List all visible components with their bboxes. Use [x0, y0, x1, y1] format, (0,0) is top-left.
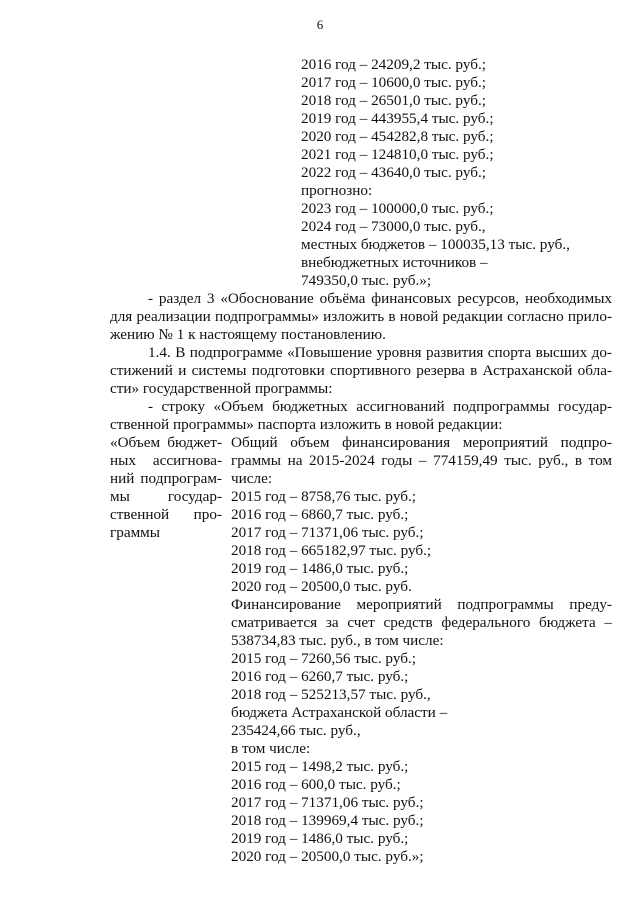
content-line: 2016 год – 600,0 тыс. руб.; [231, 776, 401, 793]
content-line: 2020 год – 20500,0 тыс. руб.»; [231, 848, 424, 865]
content-line: 2019 год – 1486,0 тыс. руб.; [231, 560, 409, 577]
content-line: граммы на 2015-2024 годы – 774159,49 тыс. руб., в том [231, 452, 612, 469]
paragraph-line: - строку «Объем бюджетных ассигнований подпрограммы государ- [148, 398, 612, 415]
content-line: Финансирование мероприятий подпрограммы преду- [231, 596, 612, 613]
content-line: 2017 год – 71371,06 тыс. руб.; [231, 794, 424, 811]
label-line: «Объем бюджет- [110, 434, 222, 451]
content-line: 2017 год – 71371,06 тыс. руб.; [231, 524, 424, 541]
paragraph-line: для реализации подпрограммы» изложить в новой редакции согласно прило- [110, 308, 612, 325]
text-line: 2020 год – 454282,8 тыс. руб.; [301, 128, 494, 145]
text-line: 2018 год – 26501,0 тыс. руб.; [301, 92, 486, 109]
content-line: 538734,83 тыс. руб., в том числе: [231, 632, 444, 649]
text-line: 2019 год – 443955,4 тыс. руб.; [301, 110, 494, 127]
content-line: Общий объем финансирования мероприятий подпро- [231, 434, 612, 451]
text-line: 2023 год – 100000,0 тыс. руб.; [301, 200, 494, 217]
paragraph-line: жению № 1 к настоящему постановлению. [110, 326, 386, 343]
content-line: 235424,66 тыс. руб., [231, 722, 361, 739]
content-line: бюджета Астраханской области – [231, 704, 448, 721]
label-line: ний подпрограм- [110, 470, 222, 487]
content-line: 2015 год – 1498,2 тыс. руб.; [231, 758, 409, 775]
paragraph-line: сти» государственной программы: [110, 380, 333, 397]
text-line: 2016 год – 24209,2 тыс. руб.; [301, 56, 486, 73]
content-line: сматривается за счет средств федерального бюджета – [231, 614, 612, 631]
content-line: числе: [231, 470, 273, 487]
paragraph-line: - раздел 3 «Обоснование объёма финансовых ресурсов, необходимых [148, 290, 612, 307]
text-line: прогнозно: [301, 182, 373, 199]
content-line: 2015 год – 8758,76 тыс. руб.; [231, 488, 416, 505]
content-line: 2016 год – 6260,7 тыс. руб.; [231, 668, 409, 685]
content-line: 2018 год – 525213,57 тыс. руб., [231, 686, 431, 703]
label-line: мы государ- [110, 488, 222, 505]
text-line: внебюджетных источников – [301, 254, 488, 271]
page-number: 6 [316, 17, 324, 32]
content-line: 2015 год – 7260,56 тыс. руб.; [231, 650, 416, 667]
label-line: ных ассигнова- [110, 452, 222, 469]
content-line: 2020 год – 20500,0 тыс. руб. [231, 578, 412, 595]
paragraph-line: 1.4. В подпрограмме «Повышение уровня развития спорта высших до- [148, 344, 612, 361]
content-line: 2018 год – 665182,97 тыс. руб.; [231, 542, 432, 559]
text-line: местных бюджетов – 100035,13 тыс. руб., [301, 236, 570, 253]
content-line: в том числе: [231, 740, 311, 757]
text-line: 2024 год – 73000,0 тыс. руб., [301, 218, 486, 235]
text-line: 2022 год – 43640,0 тыс. руб.; [301, 164, 486, 181]
label-line: ственной про- [110, 506, 222, 523]
text-line: 2021 год – 124810,0 тыс. руб.; [301, 146, 494, 163]
text-line: 2017 год – 10600,0 тыс. руб.; [301, 74, 486, 91]
content-line: 2016 год – 6860,7 тыс. руб.; [231, 506, 409, 523]
paragraph-line: ственной программы» паспорта изложить в новой редакции: [110, 416, 503, 433]
label-line: граммы [110, 524, 160, 541]
text-line: 749350,0 тыс. руб.»; [301, 272, 432, 289]
content-line: 2019 год – 1486,0 тыс. руб.; [231, 830, 409, 847]
paragraph-line: стижений и системы подготовки спортивного резерва в Астраханской обла- [110, 362, 612, 379]
content-line: 2018 год – 139969,4 тыс. руб.; [231, 812, 424, 829]
